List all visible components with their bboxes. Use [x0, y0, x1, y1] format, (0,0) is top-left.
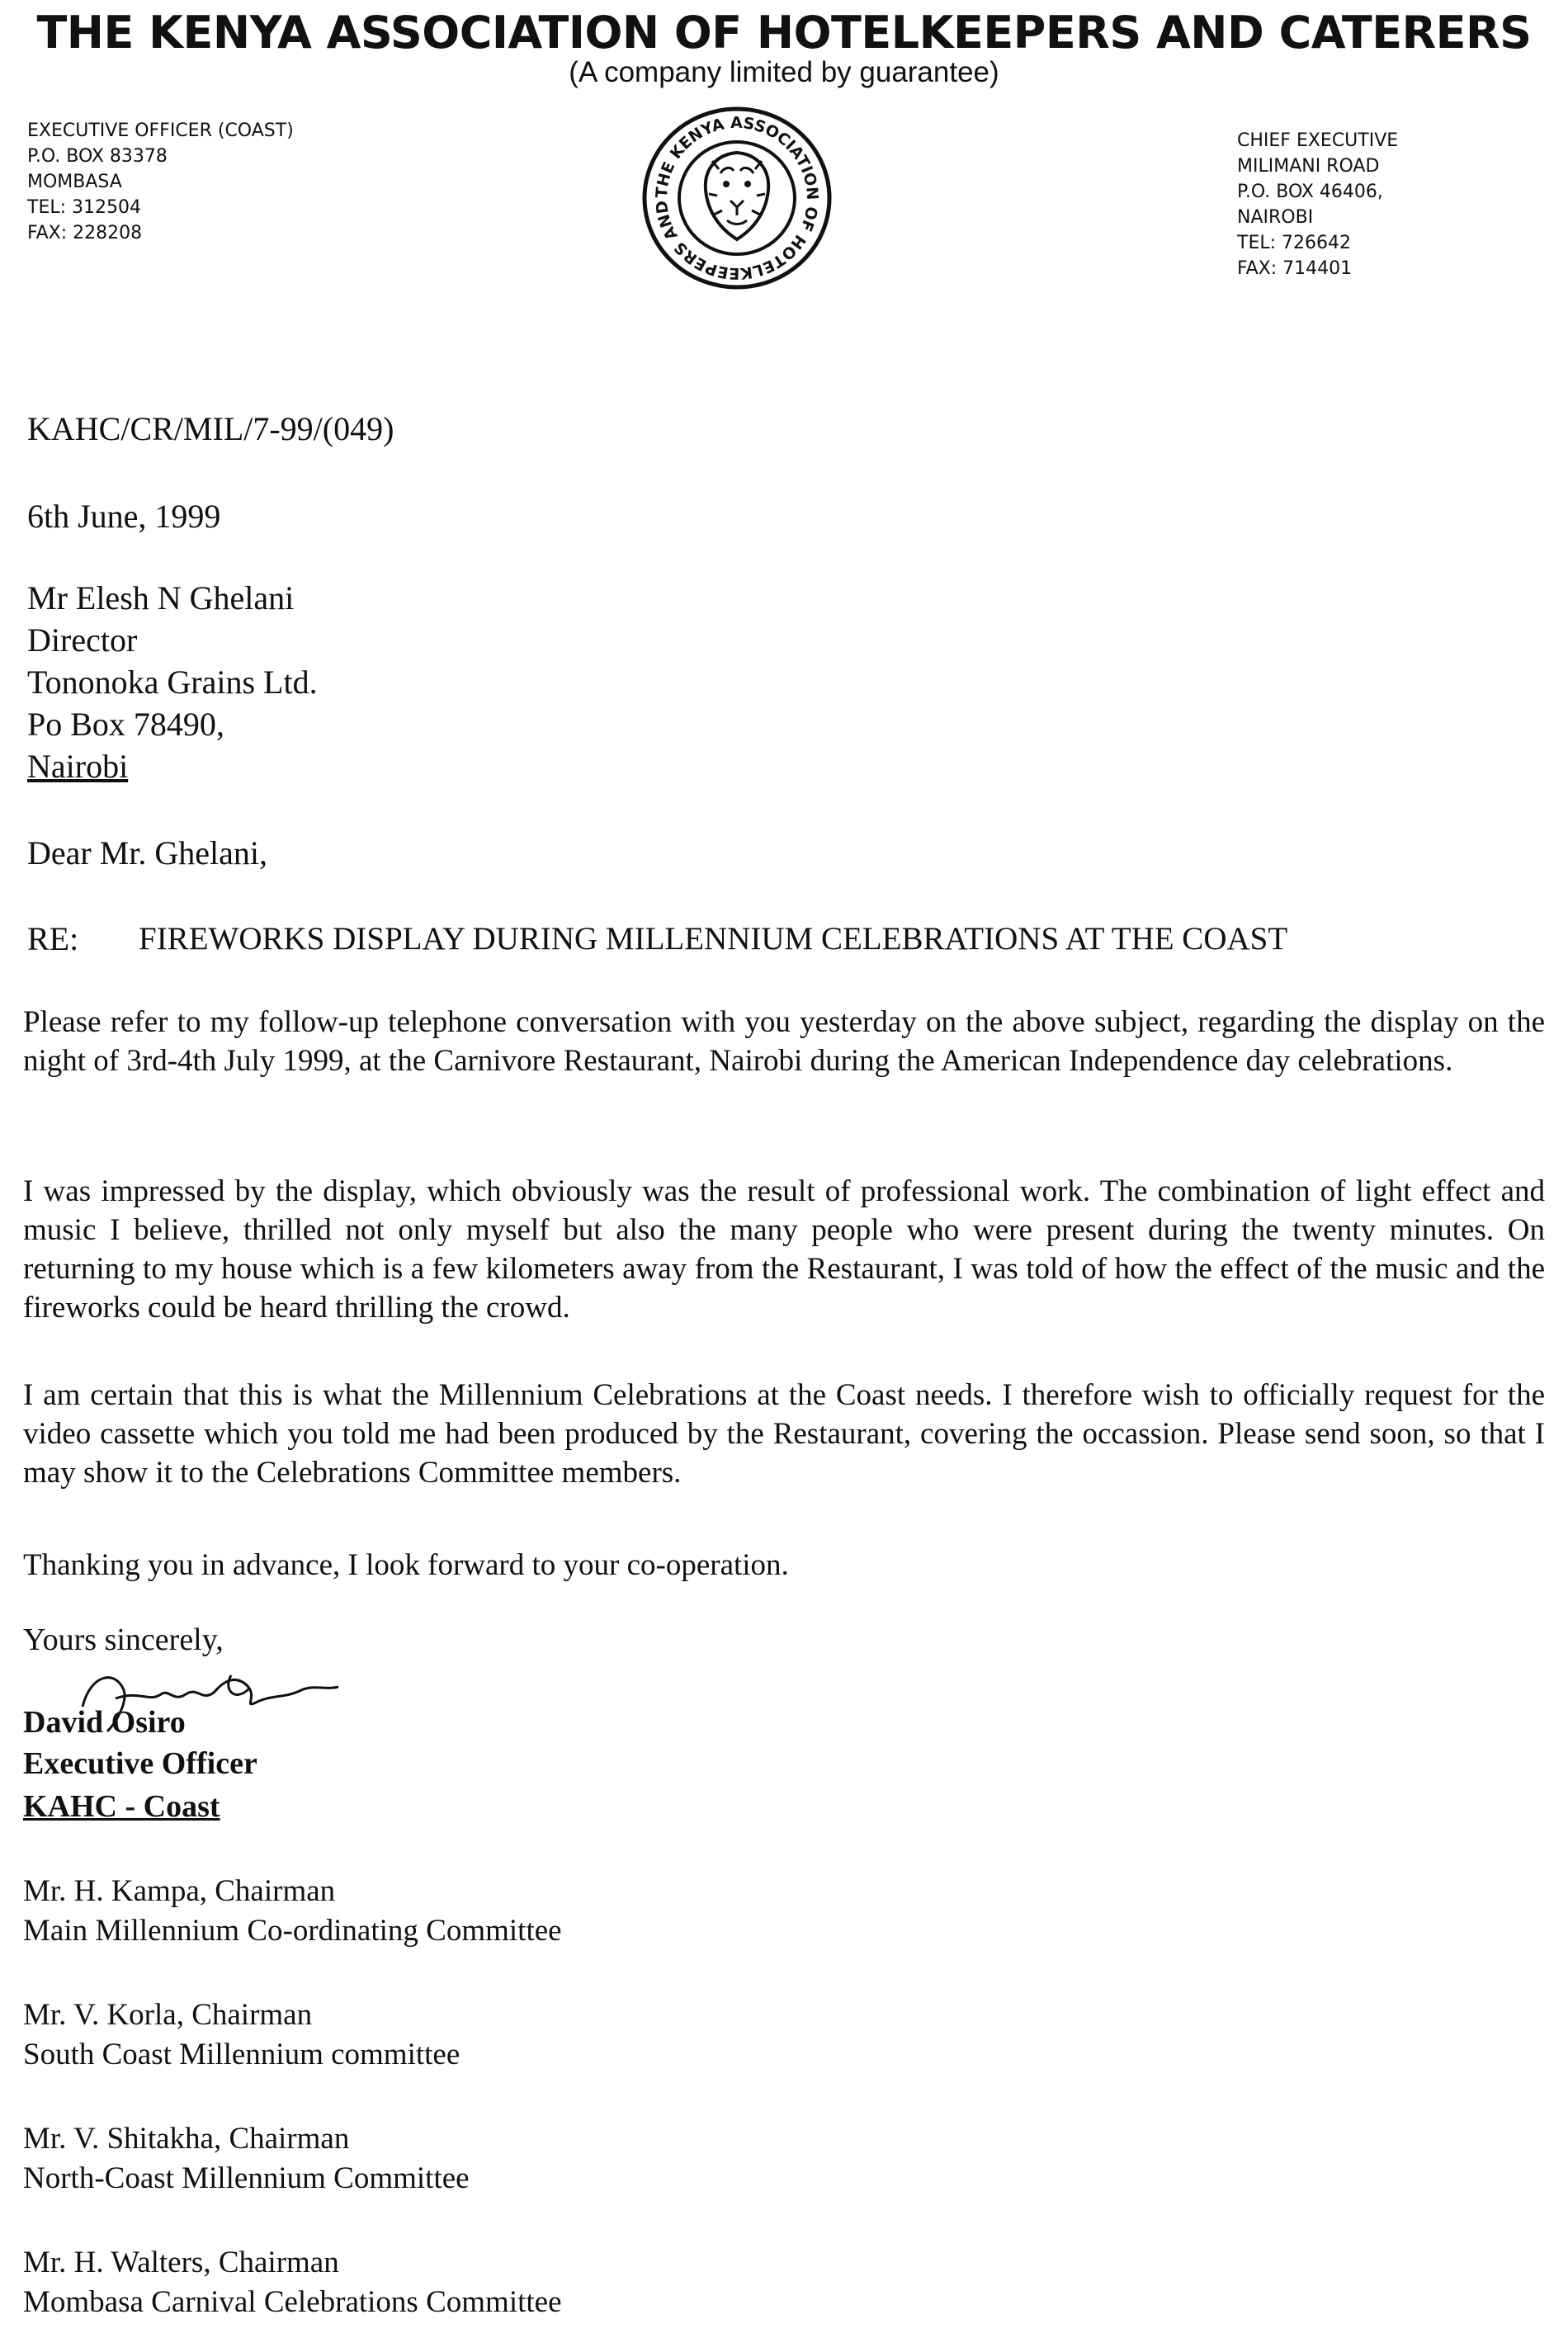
- organization-subtitle: (A company limited by guarantee): [569, 56, 999, 88]
- head-office-line: MILIMANI ROAD: [1237, 156, 1380, 177]
- copy-recipient-name: Mr. V. Shitakha, Chairman: [23, 2122, 350, 2156]
- copy-recipient-name: Mr. H. Kampa, Chairman: [23, 1874, 336, 1908]
- association-seal-logo: [638, 103, 836, 293]
- body-paragraph: I am certain that this is what the Millennium Celebrations at the Coast needs. I therefore wish to officially request for the video cassette which you told me had been produced by the Restaurant, covering the occassion. Please send soon, so that I may show it to the Celebrations Committee members.: [23, 1378, 1545, 1490]
- signer-title: Executive Officer: [23, 1746, 257, 1781]
- letter-date: 6th June, 1999: [27, 498, 221, 535]
- coast-office-line: TEL: 312504: [27, 197, 141, 218]
- copy-recipient-committee: Main Millennium Co-ordinating Committee: [23, 1914, 562, 1948]
- copy-recipient-committee: South Coast Millennium committee: [23, 2038, 460, 2071]
- copy-recipient-name: Mr. V. Korla, Chairman: [23, 1998, 313, 2032]
- head-office-line: TEL: 726642: [1237, 233, 1351, 253]
- recipient-line: Po Box 78490,: [27, 706, 224, 743]
- closing: Yours sincerely,: [23, 1622, 224, 1657]
- subject-label: RE:: [27, 920, 79, 957]
- recipient-address: [27, 577, 318, 787]
- body-paragraph: Please refer to my follow-up telephone conversation with you yesterday on the above subject, regarding the display on the night of 3rd-4th July 1999, at the Carnivore Restaurant, Nairobi during the American Independence day celebrations.: [23, 1005, 1545, 1078]
- recipient-line: Tononoka Grains Ltd.: [27, 664, 318, 701]
- head-office-address: [1237, 128, 1398, 281]
- copy-recipient-committee: North-Coast Millennium Committee: [23, 2161, 470, 2195]
- head-office-line: P.O. BOX 46406,: [1237, 182, 1383, 202]
- copy-recipient-name: Mr. H. Walters, Chairman: [23, 2246, 339, 2279]
- salutation: Dear Mr. Ghelani,: [27, 834, 268, 871]
- subject-line: FIREWORKS DISPLAY DURING MILLENNIUM CELEBRATIONS AT THE COAST: [139, 921, 1288, 956]
- copy-recipient: [23, 2119, 470, 2199]
- seal-text: THE KENYA ASSOCIATION OF HOTELKEEPERS AND: [652, 113, 822, 283]
- copy-recipient: [23, 1872, 562, 1951]
- coast-office-line: EXECUTIVE OFFICER (COAST): [27, 120, 294, 141]
- body-paragraph: I was impressed by the display, which obviously was the result of professional work. The combination of light effect and music I believe, thrilled not only myself but also the many people who were present during the twenty minutes. On returning to my house which is a few kilometers away from the Restaurant, I was told of how the effect of the music and the fireworks could be heard thrilling the crowd.: [23, 1174, 1545, 1325]
- recipient-line: Mr Elesh N Ghelani: [27, 579, 295, 616]
- coast-office-line: P.O. BOX 83378: [27, 146, 168, 167]
- copy-recipient: [23, 1996, 460, 2075]
- head-office-line: FAX: 714401: [1237, 258, 1353, 279]
- organization-title: THE KENYA ASSOCIATION OF HOTELKEEPERS AND CATERERS: [36, 7, 1532, 59]
- signer-organization: KAHC - Coast: [23, 1789, 220, 1824]
- signer-name: David Osiro: [23, 1705, 186, 1740]
- seal-icon: [638, 103, 836, 293]
- recipient-line: Director: [27, 621, 138, 659]
- coast-office-line: MOMBASA: [27, 172, 122, 192]
- head-office-line: CHIEF EXECUTIVE: [1237, 130, 1399, 151]
- coast-office-line: FAX: 228208: [27, 223, 143, 243]
- reference-number: KAHC/CR/MIL/7-99/(049): [27, 410, 394, 447]
- head-office-line: NAIROBI: [1237, 207, 1314, 228]
- copy-recipient: [23, 2243, 562, 2322]
- body-paragraph: Thanking you in advance, I look forward to your co-operation.: [23, 1548, 789, 1582]
- recipient-line: Nairobi: [27, 748, 129, 785]
- copy-recipient-committee: Mombasa Carnival Celebrations Committee: [23, 2285, 562, 2319]
- coast-office-address: [27, 118, 294, 246]
